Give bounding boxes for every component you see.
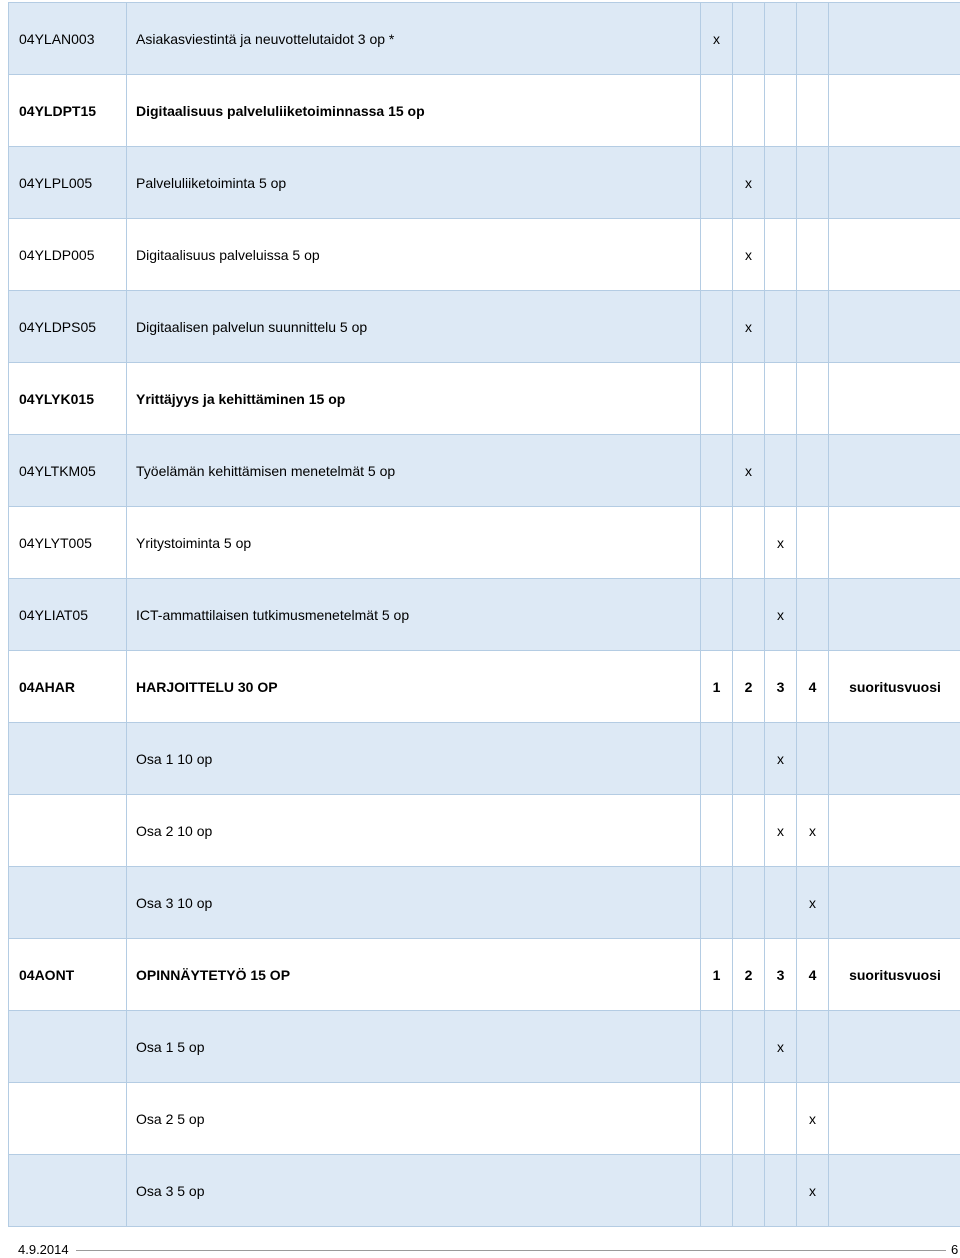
course-code: 04YLAN003 [9,3,127,75]
course-name: HARJOITTELU 30 OP [127,651,701,723]
year-3-cell [765,219,797,291]
table-row [9,291,960,363]
completion-year-cell [829,579,960,651]
course-code: 04YLDP005 [9,219,127,291]
year-3-cell: 3 [765,651,797,723]
table-row [9,75,960,147]
year-3-cell [765,1083,797,1155]
table-row [9,363,960,435]
curriculum-table [8,2,960,1227]
year-3-cell [765,435,797,507]
course-code: 04YLYK015 [9,363,127,435]
table-row [9,1083,960,1155]
year-3-cell [765,147,797,219]
completion-year-cell [829,1011,960,1083]
course-code: 04YLDPT15 [9,75,127,147]
year-1-cell [701,1155,733,1227]
course-code [9,795,127,867]
year-4-cell [797,579,829,651]
table-row [9,939,960,1011]
year-1-cell: 1 [701,939,733,1011]
year-4-cell [797,3,829,75]
completion-year-cell: suoritusvuosi [829,651,960,723]
year-1-cell [701,219,733,291]
year-2-cell [733,1011,765,1083]
course-name: Digitaalisuus palveluliiketoiminnassa 15 op [127,75,701,147]
course-name: Palveluliiketoiminta 5 op [127,147,701,219]
course-code: 04YLYT005 [9,507,127,579]
completion-year-cell [829,219,960,291]
year-3-cell [765,3,797,75]
completion-year-cell: suoritusvuosi [829,939,960,1011]
completion-year-cell [829,1155,960,1227]
table-row [9,579,960,651]
table-row [9,1155,960,1227]
year-2-cell: x [733,291,765,363]
year-4-cell [797,219,829,291]
year-3-cell: x [765,1011,797,1083]
year-2-cell [733,579,765,651]
year-3-cell [765,291,797,363]
year-3-cell: 3 [765,939,797,1011]
year-4-cell [797,291,829,363]
page-number: 6 [951,1242,959,1257]
year-1-cell [701,507,733,579]
table-row [9,795,960,867]
year-1-cell [701,1011,733,1083]
completion-year-cell [829,363,960,435]
course-code: 04AHAR [9,651,127,723]
year-4-cell: x [797,795,829,867]
course-name: Yrittäjyys ja kehittäminen 15 op [127,363,701,435]
year-3-cell: x [765,795,797,867]
year-3-cell: x [765,507,797,579]
table-row [9,723,960,795]
table-row [9,1011,960,1083]
year-1-cell: x [701,3,733,75]
completion-year-cell [829,723,960,795]
year-1-cell [701,291,733,363]
completion-year-cell [829,75,960,147]
table-row [9,3,960,75]
table-row [9,435,960,507]
completion-year-cell [829,795,960,867]
table-row [9,651,960,723]
year-2-cell [733,1083,765,1155]
course-code: 04YLPL005 [9,147,127,219]
course-name: Osa 2 10 op [127,795,701,867]
year-4-cell: x [797,1155,829,1227]
curriculum-table-body [9,3,960,1227]
course-code [9,867,127,939]
course-name: Digitaalisuus palveluissa 5 op [127,219,701,291]
table-row [9,867,960,939]
year-1-cell [701,723,733,795]
year-3-cell: x [765,579,797,651]
year-1-cell [701,435,733,507]
year-3-cell [765,75,797,147]
year-4-cell: x [797,867,829,939]
table-row [9,219,960,291]
completion-year-cell [829,1083,960,1155]
course-code: 04YLDPS05 [9,291,127,363]
course-name: Osa 3 10 op [127,867,701,939]
year-3-cell [765,867,797,939]
year-2-cell: 2 [733,651,765,723]
year-2-cell [733,75,765,147]
year-1-cell [701,1083,733,1155]
year-1-cell [701,75,733,147]
completion-year-cell [829,867,960,939]
course-name: Työelämän kehittämisen menetelmät 5 op [127,435,701,507]
course-name: Osa 3 5 op [127,1155,701,1227]
footer-divider [76,1250,946,1251]
year-4-cell: 4 [797,939,829,1011]
table-row [9,507,960,579]
year-2-cell [733,363,765,435]
completion-year-cell [829,147,960,219]
course-name: ICT-ammattilaisen tutkimusmenetelmät 5 op [127,579,701,651]
course-code: 04AONT [9,939,127,1011]
course-name: Digitaalisen palvelun suunnittelu 5 op [127,291,701,363]
table-row [9,147,960,219]
year-1-cell [701,147,733,219]
year-1-cell [701,579,733,651]
year-2-cell [733,723,765,795]
year-1-cell [701,795,733,867]
year-4-cell [797,435,829,507]
year-4-cell [797,75,829,147]
year-3-cell: x [765,723,797,795]
year-2-cell: x [733,435,765,507]
year-4-cell [797,507,829,579]
course-code [9,723,127,795]
year-1-cell [701,363,733,435]
year-4-cell: x [797,1083,829,1155]
completion-year-cell [829,291,960,363]
course-code [9,1155,127,1227]
course-name: Yritystoiminta 5 op [127,507,701,579]
year-2-cell: 2 [733,939,765,1011]
year-2-cell [733,507,765,579]
year-4-cell [797,1011,829,1083]
course-code: 04YLTKM05 [9,435,127,507]
completion-year-cell [829,435,960,507]
year-2-cell: x [733,219,765,291]
year-2-cell: x [733,147,765,219]
completion-year-cell [829,3,960,75]
course-code [9,1083,127,1155]
year-1-cell: 1 [701,651,733,723]
year-4-cell [797,363,829,435]
year-2-cell [733,867,765,939]
year-2-cell [733,795,765,867]
year-3-cell [765,1155,797,1227]
course-code [9,1011,127,1083]
year-4-cell [797,723,829,795]
year-4-cell: 4 [797,651,829,723]
course-name: Asiakasviestintä ja neuvottelutaidot 3 op * [127,3,701,75]
course-name: Osa 2 5 op [127,1083,701,1155]
footer-date: 4.9.2014 [18,1242,69,1257]
year-1-cell [701,867,733,939]
year-2-cell [733,3,765,75]
year-2-cell [733,1155,765,1227]
completion-year-cell [829,507,960,579]
course-code: 04YLIAT05 [9,579,127,651]
course-name: OPINNÄYTETYÖ 15 OP [127,939,701,1011]
year-4-cell [797,147,829,219]
year-3-cell [765,363,797,435]
course-name: Osa 1 10 op [127,723,701,795]
course-name: Osa 1 5 op [127,1011,701,1083]
